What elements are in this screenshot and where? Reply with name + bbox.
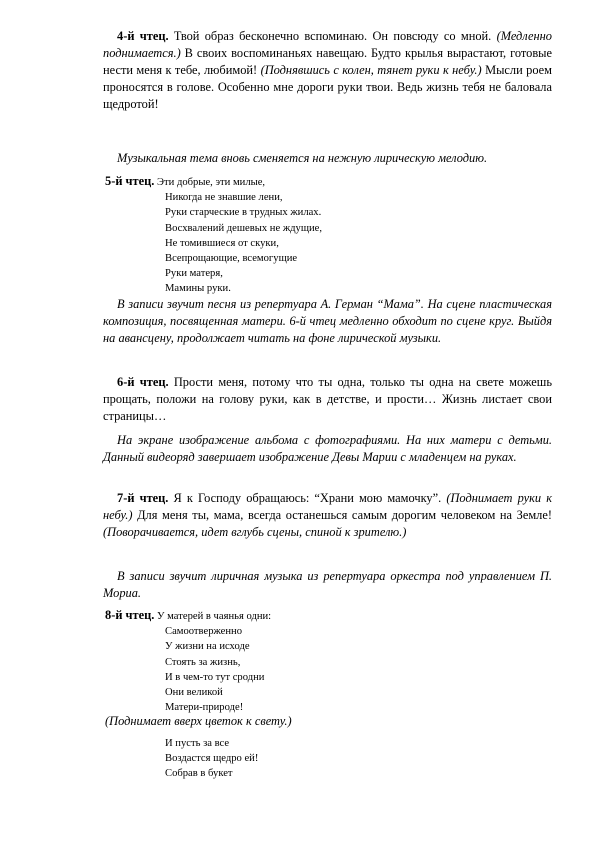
- stanza-reader-5: [105, 174, 323, 297]
- stanza-line: И пусть за все: [165, 738, 230, 749]
- reader-4-text-3: Мысли роем проносятся в голове. Особенно мне дороги руки твои. Ведь жизнь тебя не баловала щедротой!: [103, 63, 553, 111]
- stanza-line: Никогда не знавшие лени,: [165, 192, 283, 204]
- reader-4-label: 4-й чтец.: [117, 29, 169, 43]
- stanza-line: Руки матеря,: [165, 268, 223, 280]
- stanza-line: Они великой: [165, 687, 223, 699]
- reader-7-stage-direction-1: (Поднимает руки к небу.): [103, 491, 553, 522]
- stanza-line: Собрав в букет: [165, 768, 233, 780]
- reader-7-text-1: Я к Господу обращаюсь: “Храни мою мамочку”.: [168, 491, 447, 505]
- reader-8-label: 8-й чтец.: [105, 608, 155, 622]
- stanza-line: Матери-природе!: [165, 702, 244, 714]
- reader-4-stage-direction-1: (Медленно поднимается.): [103, 29, 552, 60]
- stanza-line: Руки старческие в трудных жилах.: [165, 207, 322, 219]
- stanza-continuation: [165, 736, 258, 782]
- stanza-line: Стоять за жизнь,: [165, 656, 241, 668]
- stanza-line: Всепрощающие, всемогущие: [165, 253, 298, 265]
- paragraph-reader-6: [103, 374, 552, 425]
- reader-4-stage-direction-2: (Поднявшись с колен, тянет руки к небу.): [260, 63, 482, 77]
- stanza-line: 5-й чтец. Эти добрые, эти милые,: [105, 174, 266, 188]
- stanza-line: Мамины руки.: [165, 283, 231, 295]
- reader-4-text-2: В своих воспоминаньях навещаю. Будто крылья вырастают, готовые нести меня к тебе, любимой!: [103, 46, 552, 77]
- reader-7-stage-direction-2: (Поворачивается, идет вглубь сцены, спиной к зрителю.): [103, 525, 407, 539]
- stage-direction-music-change: Музыкальная тема вновь сменяется на нежную лирическую мелодию.: [117, 151, 488, 165]
- stanza-line: 8-й чтец. У матерей в чаянья одни:: [105, 608, 272, 622]
- stage-direction-screen: На экране изображение альбома с фотографиями. На них матери с детьми. Данный видеоряд завершает изображение Девы Марии с младенцем на руках.: [103, 433, 552, 464]
- reader-4-text-1: Твой образ бесконечно вспоминаю. Он повсюду со мной.: [168, 29, 497, 43]
- stanza-line: Не томившиеся от скуки,: [165, 237, 279, 249]
- stanza-reader-8: [105, 608, 272, 715]
- reader-7-label: 7-й чтец.: [117, 491, 169, 505]
- stage-direction-song: В записи звучит песня из репертуара А. Герман “Мама”. На сцене пластическая композиция, посвященная матери. 6-й чтец медленно обходит по сцене круг. Выйдя на авансцену, продолжает читать на фоне лирической музыки.: [103, 297, 552, 345]
- stanza-line: Восхвалений дешевых не ждущие,: [165, 222, 323, 234]
- reader-6-label: 6-й чтец.: [117, 375, 169, 389]
- reader-6-text: Прости меня, потому что ты одна, только ты одна на свете можешь прощать, положи на голову руки, как в детстве, и прости… Жизнь листает свои страницы…: [103, 375, 552, 423]
- reader-7-text-2: Для меня ты, мама, всегда останешься самым дорогим человеком на Земле!: [132, 508, 552, 522]
- stanza-line: Воздастся щедро ей!: [165, 753, 259, 765]
- reader-5-label: 5-й чтец.: [105, 174, 155, 188]
- stage-direction-orchestra: В записи звучит лиричная музыка из репертуара оркестра под управлением П. Мориа.: [103, 569, 552, 600]
- stanza-line: У жизни на исходе: [165, 641, 250, 653]
- stanza-line: Самоотверженно: [165, 626, 243, 638]
- paragraph-reader-4: [103, 28, 552, 113]
- stage-direction-flower: (Поднимает вверх цветок к свету.): [105, 714, 292, 728]
- stanza-line: И в чем-то тут сродни: [165, 671, 265, 683]
- paragraph-reader-7: [103, 490, 552, 541]
